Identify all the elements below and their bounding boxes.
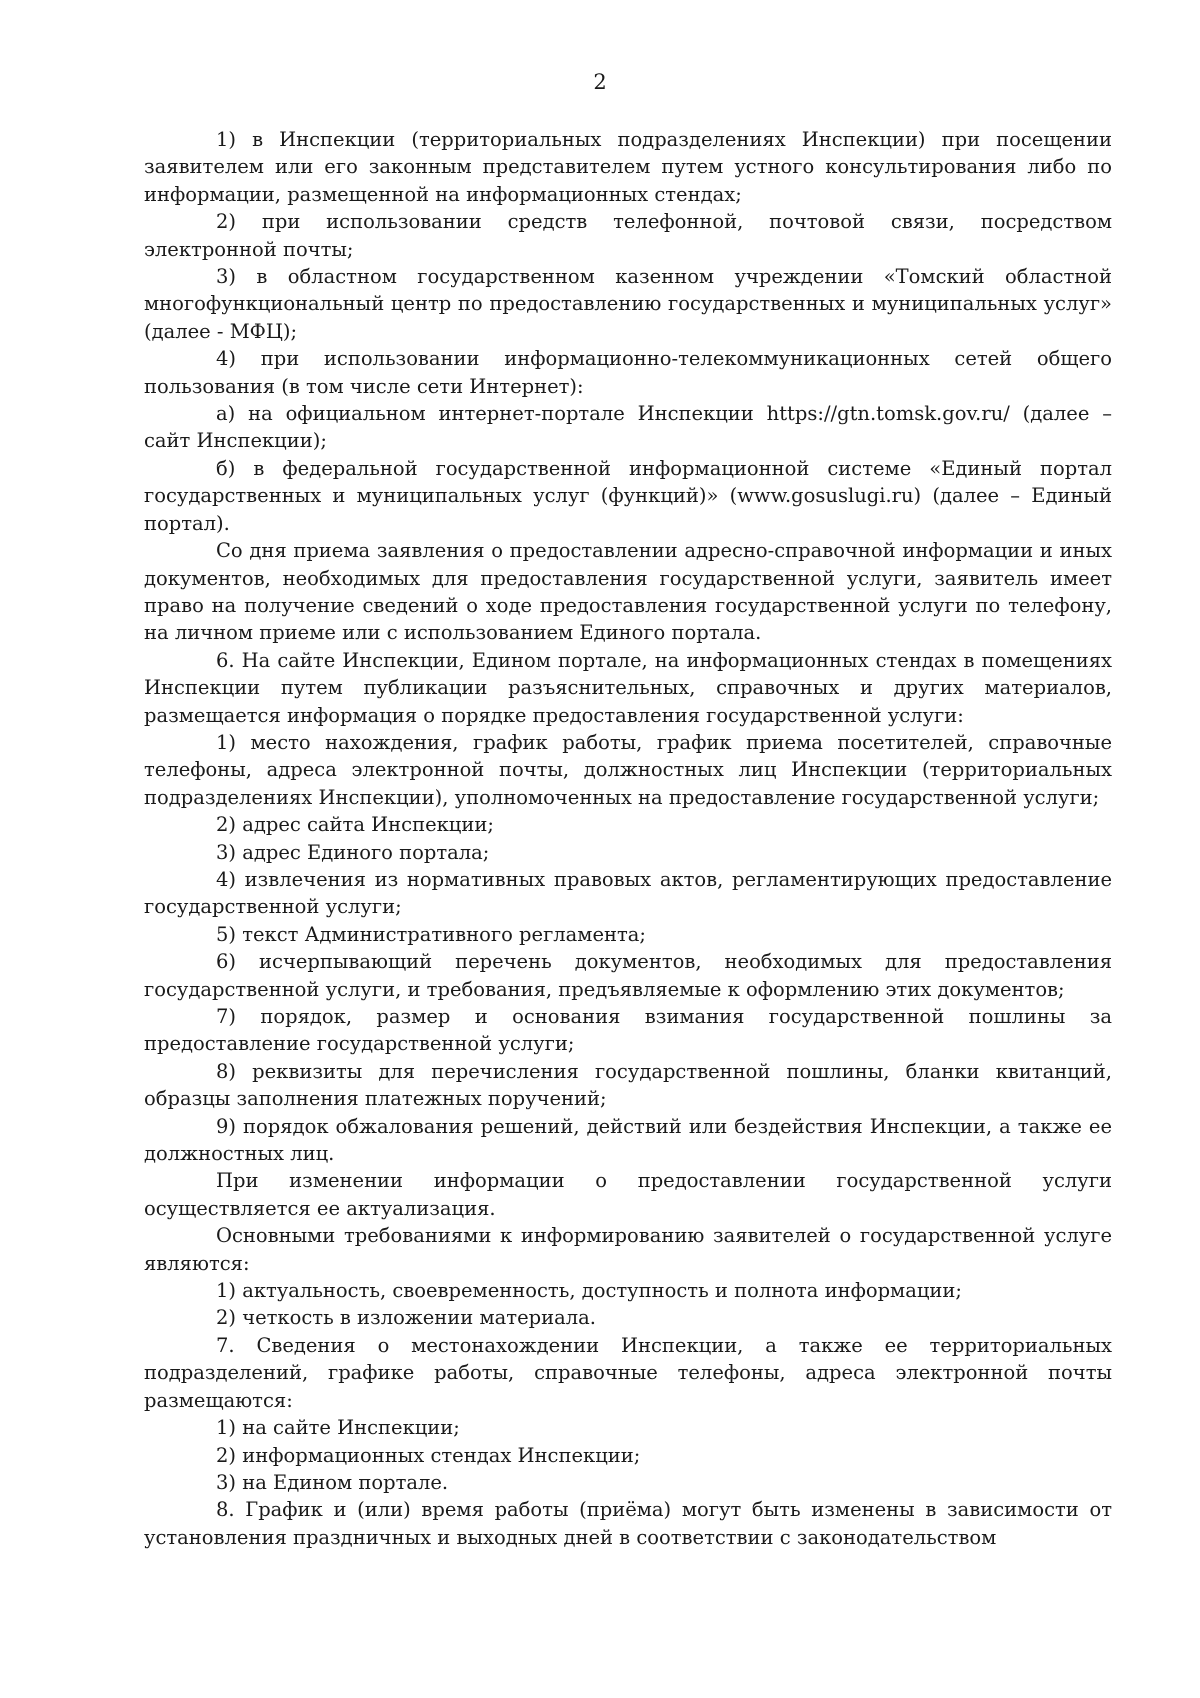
- paragraph: 1) актуальность, своевременность, доступность и полнота информации;: [216, 1279, 962, 1303]
- paragraph: 6. На сайте Инспекции, Едином портале, на информационных стендах в помещениях Инспекции путем публикации разъяснительных, справочных и других материалов, размещается информация о порядке предоставления государственной услуги:: [144, 648, 1112, 727]
- paragraph: б) в федеральной государственной информационной системе «Единый портал государственных и муниципальных услуг (функций)» (www.gosuslugi.ru) (далее – Единый портал).: [144, 456, 1112, 535]
- paragraph: 2) адрес сайта Инспекции;: [216, 813, 494, 837]
- paragraph: 6) исчерпывающий перечень документов, необходимых для предоставления государственной услуги, и требования, предъявляемые к оформлению этих документов;: [144, 950, 1112, 1001]
- paragraph: 7) порядок, размер и основания взимания государственной пошлины за предоставление государственной услуги;: [144, 1005, 1112, 1056]
- paragraph: 1) в Инспекции (территориальных подразделениях Инспекции) при посещении заявителем или его законным представителем путем устного консультирования либо по информации, размещенной на информационных стендах;: [144, 128, 1112, 206]
- paragraph: 1) место нахождения, график работы, график приема посетителей, справочные телефоны, адреса электронной почты, должностных лиц Инспекции (территориальных подразделениях Инспекции), уполномоченных на предоставление государственной услуги;: [144, 730, 1112, 809]
- paragraph: 1) на сайте Инспекции;: [216, 1416, 460, 1440]
- paragraph: 8) реквизиты для перечисления государственной пошлины, бланки квитанций, образцы заполнения платежных поручений;: [144, 1059, 1112, 1111]
- paragraph: 3) на Едином портале.: [216, 1470, 449, 1494]
- paragraph: 3) в областном государственном казенном учреждении «Томский областной многофункциональный центр по предоставлению государственных и муниципальных услуг» (далее - МФЦ);: [144, 265, 1112, 343]
- paragraph: 4) при использовании информационно-телекоммуникационных сетей общего пользования (в том числе сети Интернет):: [144, 347, 1112, 398]
- paragraph: 7. Сведения о местонахождении Инспекции, а также ее территориальных подразделений, графике работы, справочные телефоны, адреса электронной почты размещаются:: [144, 1333, 1112, 1412]
- paragraph: 3) адрес Единого портала;: [216, 840, 490, 864]
- document-body: [144, 126, 1112, 1551]
- paragraph: а) на официальном интернет-портале Инспекции https://gtn.tomsk.gov.ru/ (далее – сайт Инспекции);: [144, 402, 1112, 453]
- paragraph: 8. График и (или) время работы (приёма) могут быть изменены в зависимости от установления праздничных и выходных дней в соответствии с законодательством: [144, 1498, 1112, 1549]
- paragraph: 5) текст Административного регламента;: [216, 922, 646, 946]
- page-number: 2: [593, 70, 607, 94]
- paragraph: 2) при использовании средств телефонной, почтовой связи, посредством электронной почты;: [144, 210, 1112, 261]
- paragraph: Основными требованиями к информированию заявителей о государственной услуге являются:: [144, 1224, 1112, 1275]
- paragraph: 4) извлечения из нормативных правовых актов, регламентирующих предоставление государственной услуги;: [144, 867, 1112, 919]
- paragraph: 9) порядок обжалования решений, действий или бездействия Инспекции, а также ее должностных лиц.: [144, 1114, 1112, 1166]
- paragraph: При изменении информации о предоставлении государственной услуги осуществляется ее актуализация.: [144, 1169, 1112, 1220]
- paragraph: 2) четкость в изложении материала.: [216, 1306, 596, 1330]
- paragraph: Со дня приема заявления о предоставлении адресно-справочной информации и иных документов, необходимых для предоставления государственной услуги, заявитель имеет право на получение сведений о ходе предоставления государственной услуги по телефону, на личном приеме или с использованием Единого портала.: [144, 539, 1112, 645]
- paragraph: 2) информационных стендах Инспекции;: [216, 1443, 641, 1467]
